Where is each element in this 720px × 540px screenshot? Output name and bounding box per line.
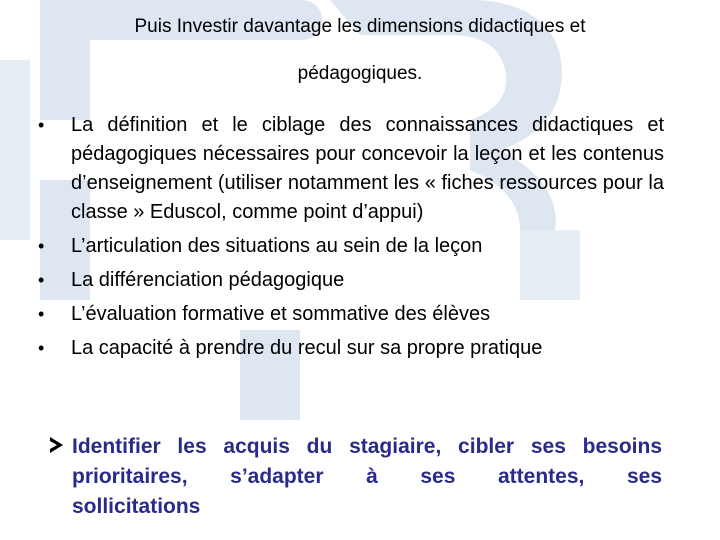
bullet-icon: • <box>38 236 45 256</box>
focus-line-1: Identifier les acquis du stagiaire, cibler ses besoins <box>72 435 662 458</box>
slide-title-line-1: Puis Investir davantage les dimensions didactiques et <box>134 16 586 37</box>
bullet-icon: • <box>38 338 45 358</box>
bullet-text: L’articulation des situations au sein de la leçon <box>71 235 483 257</box>
bullet-item <box>38 266 664 295</box>
bullet-item <box>38 111 664 227</box>
arrow-right-icon <box>48 434 66 456</box>
bullet-text: L’évaluation formative et sommative des élèves <box>71 303 491 325</box>
bullet-item <box>38 232 664 261</box>
slide-title-line-2: pédagogiques. <box>297 63 423 84</box>
bullet-text: La capacité à prendre du recul sur sa propre pratique <box>71 337 543 359</box>
bullet-item <box>38 334 664 363</box>
focus-line-2: prioritaires, s’adapter à ses attentes, ses <box>72 465 662 488</box>
focus-line-3: sollicitations <box>72 495 201 518</box>
bullet-icon: • <box>38 304 45 324</box>
bullet-list <box>38 111 664 368</box>
bullet-icon: • <box>38 270 45 290</box>
bullet-text: La définition et le ciblage des connaissances didactiques et pédagogiques nécessaires pour concevoir la leçon et les contenus d’enseignement (utiliser notamment les « fiches ressources pour la classe » Eduscol, comme point d’appui) <box>71 114 664 223</box>
bullet-text: La différenciation pédagogique <box>71 269 345 291</box>
bullet-icon: • <box>38 115 45 135</box>
focus-statement <box>40 432 662 522</box>
bullet-item <box>38 300 664 329</box>
